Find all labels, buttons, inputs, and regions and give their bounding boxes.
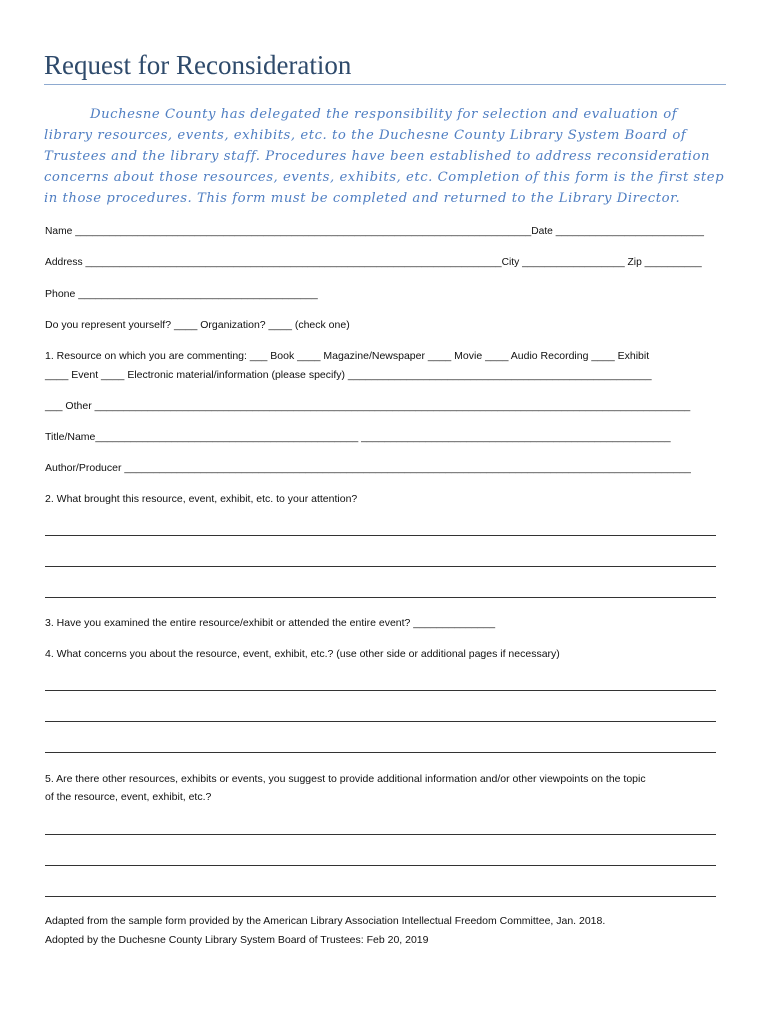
page-title: Request for Reconsideration	[44, 50, 352, 80]
title-divider	[44, 84, 726, 85]
represent-checkboxes[interactable]: Do you represent yourself? ____ Organization? ____ (check one)	[45, 319, 350, 331]
answer-line[interactable]	[45, 721, 716, 722]
question-5-label: 5. Are there other resources, exhibits or events, you suggest to provide additional information and/or other viewpoints on the topic	[45, 773, 646, 785]
question-5-label-2: of the resource, event, exhibit, etc.?	[45, 791, 212, 803]
author-producer-field[interactable]: Author/Producer _________________________________________________________________________________________________	[45, 462, 691, 474]
answer-line[interactable]	[45, 865, 716, 866]
intro-paragraph: Duchesne County has delegated the responsibility for selection and evaluation of library resources, events, exhibits, etc. to the Duchesne County Library System Board of Trustees and the library staff. Procedures have been established to address reconsideration concerns about those resources, events, exhibits, etc. Completion of this form is the first step in those procedures. This form must be completed and returned to the Library Director.	[44, 107, 725, 206]
address-city-zip-field[interactable]: Address _________________________________________________________________________City __________________ Zip __________	[45, 257, 702, 268]
question-2-label: 2. What brought this resource, event, exhibit, etc. to your attention?	[45, 493, 358, 505]
answer-line[interactable]	[45, 896, 716, 897]
answer-line[interactable]	[45, 752, 716, 753]
other-field[interactable]: ___ Other ______________________________________________________________________________________________________	[45, 400, 691, 412]
question-3-field[interactable]: 3. Have you examined the entire resource/exhibit or attended the entire event? ______________	[45, 617, 496, 629]
answer-line[interactable]	[45, 834, 716, 835]
resource-type-checkboxes[interactable]: 1. Resource on which you are commenting: ___ Book ____ Magazine/Newspaper ____ Movie ____ Audio Recording ____ Exhibit	[45, 350, 650, 362]
answer-line[interactable]	[45, 566, 716, 567]
footer-adapted-note: Adapted from the sample form provided by the American Library Association Intellectual Freedom Committee, Jan. 2018.	[45, 915, 606, 927]
footer-adopted-note: Adopted by the Duchesne County Library System Board of Trustees: Feb 20, 2019	[45, 934, 429, 946]
answer-line[interactable]	[45, 597, 716, 598]
question-4-label: 4. What concerns you about the resource, event, exhibit, etc.? (use other side or additional pages if necessary)	[45, 648, 560, 660]
phone-field[interactable]: Phone _________________________________________	[45, 288, 318, 300]
answer-line[interactable]	[45, 535, 716, 536]
resource-type-checkboxes-2[interactable]: ____ Event ____ Electronic material/information (please specify) ____________________________________________________	[45, 369, 652, 381]
title-name-field[interactable]: Title/Name_____________________________________________ _____________________________________________________	[45, 431, 671, 443]
name-date-field[interactable]: Name ________________________________________________________________________________Date __________________________	[45, 226, 704, 237]
answer-line[interactable]	[45, 690, 716, 691]
